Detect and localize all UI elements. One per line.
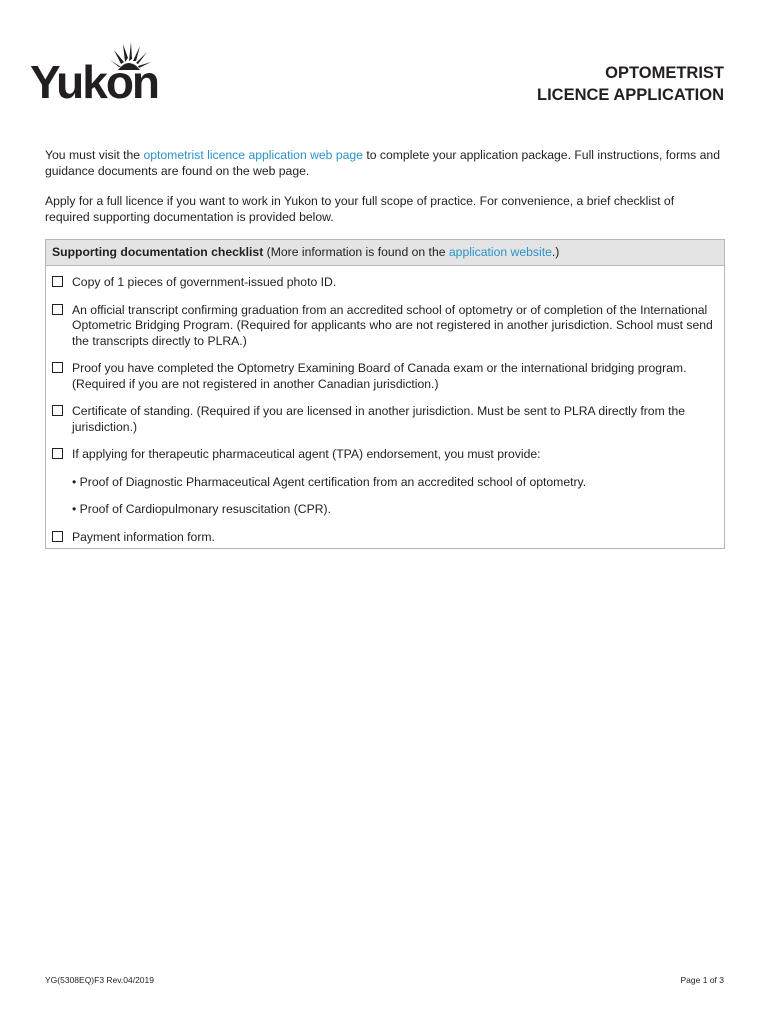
application-website-link[interactable]: application website [448,245,552,259]
supporting-documentation-checklist [45,239,725,549]
checklist-item-payment-form [52,530,716,546]
checklist-item-label: Payment information form. [72,529,215,544]
checklist-item-label: Certificate of standing. (Required if you are licensed in another jurisdiction. Must be sent to PLRA directly from the jurisdiction.) [72,404,686,434]
checkbox-transcript[interactable] [52,304,63,315]
checklist-item-certificate-of-standing [52,404,716,435]
tpa-sub-item-cpr: • Proof of Cardiopulmonary resuscitation (CPR). [72,502,331,516]
checkbox-exam-proof[interactable] [52,362,63,373]
checklist-items [46,266,724,545]
checklist-item-label: An official transcript confirming graduation from an accredited school of optometry or of completion of the International Optometric Bridging Program. (Required for applicants who are not registered in another jurisdiction. School must send the transcripts directly to PLRA.) [72,302,713,348]
checklist-heading-close: .) [551,245,560,259]
checklist-heading-note: (More information is found on the [263,245,449,259]
checklist-item-exam-proof [52,361,716,392]
intro-paragraph-1 [45,147,720,179]
checkbox-certificate-of-standing[interactable] [52,405,63,416]
intro-text-before-link: You must visit the [45,148,144,162]
page-number: Page 1 of 3 [680,975,724,985]
checklist-header [46,240,724,266]
form-title [537,62,724,106]
logo-wordmark: Yukon [30,56,159,104]
checklist-item-tpa-endorsement [52,447,716,463]
intro-section [45,147,720,239]
yukon-logo-graphic [30,40,172,104]
application-web-page-link[interactable]: optometrist licence application web page [143,148,363,162]
yukon-logo [30,40,172,104]
form-code: YG(5308EQ)F3 Rev.04/2019 [45,975,154,985]
checkbox-tpa-endorsement[interactable] [52,448,63,459]
form-title-line-1: OPTOMETRIST [605,64,724,82]
checklist-item-photo-id [52,275,716,291]
intro-paragraph-2: Apply for a full licence if you want to work in Yukon to your full scope of practice. For convenience, a brief checklist of required supporting documentation is provided below. [45,194,675,224]
form-title-line-2: LICENCE APPLICATION [536,86,724,104]
checklist-heading: Supporting documentation checklist [52,245,264,259]
checklist-item-label: If applying for therapeutic pharmaceutical agent (TPA) endorsement, you must provide: [72,447,541,461]
tpa-sub-item-dpa-certification: • Proof of Diagnostic Pharmaceutical Agent certification from an accredited school of optometry. [72,474,587,489]
intro-text-after-link: to complete your application package. Full instructions, forms and guidance documents are found on the web page. [45,148,720,178]
checkbox-payment-form[interactable] [52,531,63,542]
checklist-item-label: Copy of 1 pieces of government-issued photo ID. [72,275,337,289]
checklist-item-label: Proof you have completed the Optometry Examining Board of Canada exam or the international bridging program. (Required if you are not registered in another Canadian jurisdiction.) [72,361,687,391]
checklist-item-transcript [52,303,716,350]
checkbox-photo-id[interactable] [52,276,63,287]
